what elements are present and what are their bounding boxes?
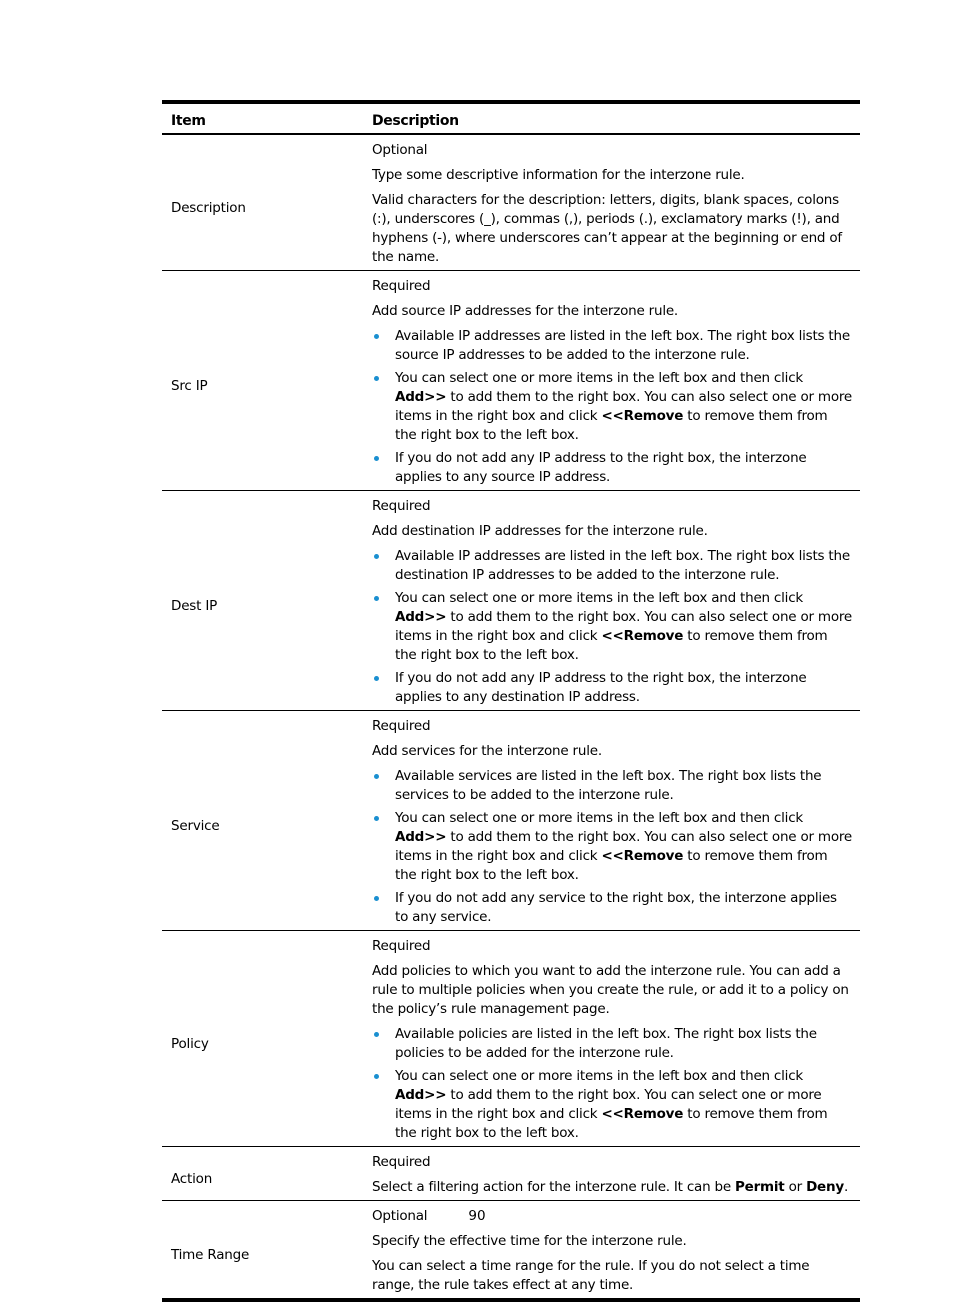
bullet-text: If you do not add any service to the right box, the interzone applies to any service. [395, 890, 837, 925]
add-button-name: Add>> [395, 1087, 447, 1103]
parameter-table [162, 100, 860, 1302]
requirement-text: Required [372, 938, 431, 954]
item-description [363, 711, 860, 931]
bullet-list [372, 547, 852, 707]
description-text: Type some descriptive information for the interzone rule. [372, 167, 745, 183]
item-name: Service [162, 711, 363, 931]
description-text-part: Select a filtering action for the interzone rule. It can be [372, 1179, 735, 1195]
bullet-icon [374, 774, 379, 779]
table-row [162, 134, 860, 271]
bullet-item [372, 449, 852, 487]
bullet-item [372, 327, 852, 365]
header-item: Item [162, 102, 363, 134]
bullet-icon [374, 376, 379, 381]
item-name: Description [162, 134, 363, 271]
item-name: Src IP [162, 271, 363, 491]
description-text-part: or [784, 1179, 807, 1195]
description-text: Add destination IP addresses for the interzone rule. [372, 523, 708, 539]
header-description: Description [363, 102, 860, 134]
bullet-icon [374, 554, 379, 559]
requirement-text: Optional [372, 142, 428, 158]
item-name: Policy [162, 931, 363, 1147]
table-row [162, 711, 860, 931]
description-text: Specify the effective time for the interzone rule. [372, 1233, 687, 1249]
requirement-text: Required [372, 1154, 431, 1170]
item-description [363, 1147, 860, 1201]
item-description [363, 491, 860, 711]
item-description [363, 931, 860, 1147]
bullet-text: to add them to the right box. You can also select one or more items in the right box and click [395, 389, 852, 424]
bullet-item [372, 1067, 852, 1143]
item-name: Dest IP [162, 491, 363, 711]
bullet-text: Available services are listed in the left box. The right box lists the services to be added to the interzone rule. [395, 768, 822, 803]
bullet-item [372, 1025, 852, 1063]
bullet-text: to remove them from the right box to the left box. [395, 1106, 828, 1141]
requirement-text: Optional [372, 1208, 428, 1224]
description-text [372, 1178, 852, 1197]
description-text: Valid characters for the description: letters, digits, blank spaces, colons (:), underscores (_), commas (,), periods (.), exclamatory marks (!), and hyphens (-), where underscores can’t appear at the beginning or end of the name. [372, 192, 842, 265]
bullet-text: You can select one or more items in the left box and then click [395, 370, 803, 386]
description-text: Add policies to which you want to add the interzone rule. You can add a rule to multiple policies when you create the rule, or add it to a policy on the policy’s rule management page. [372, 963, 849, 1017]
bullet-text: to add them to the right box. You can also select one or more items in the right box and click [395, 829, 852, 864]
add-button-name: Add>> [395, 609, 447, 625]
bullet-text: to remove them from the right box to the left box. [395, 408, 828, 443]
table-row [162, 271, 860, 491]
item-description [363, 134, 860, 271]
bullet-item [372, 547, 852, 585]
requirement-text: Required [372, 498, 431, 514]
item-name: Time Range [162, 1201, 363, 1301]
bullet-item [372, 889, 852, 927]
bullet-text: to remove them from the right box to the left box. [395, 628, 828, 663]
item-name: Action [162, 1147, 363, 1201]
bullet-list [372, 767, 852, 927]
bullet-text: You can select one or more items in the left box and then click [395, 810, 803, 826]
table-header-row [162, 102, 860, 134]
remove-button-name: <<Remove [601, 408, 684, 424]
add-button-name: Add>> [395, 829, 447, 845]
item-description [363, 271, 860, 491]
bullet-text: You can select one or more items in the left box and then click [395, 1068, 803, 1084]
permit-keyword: Permit [735, 1179, 785, 1195]
bullet-text: to add them to the right box. You can also select one or more items in the right box and click [395, 609, 852, 644]
add-button-name: Add>> [395, 389, 447, 405]
remove-button-name: <<Remove [601, 1106, 684, 1122]
table-row [162, 491, 860, 711]
bullet-item [372, 809, 852, 885]
description-text: You can select a time range for the rule. If you do not select a time range, the rule takes effect at any time. [372, 1258, 810, 1293]
bullet-item [372, 767, 852, 805]
page-number: 90 [468, 1208, 486, 1224]
bullet-text: Available policies are listed in the left box. The right box lists the policies to be added for the interzone rule. [395, 1026, 817, 1061]
bullet-item [372, 589, 852, 665]
bullet-icon [374, 334, 379, 339]
requirement-text: Required [372, 278, 431, 294]
bullet-text: to add them to the right box. You can select one or more items in the right box and click [395, 1087, 822, 1122]
bullet-text: You can select one or more items in the left box and then click [395, 590, 803, 606]
deny-keyword: Deny [806, 1179, 844, 1195]
description-text: Add source IP addresses for the interzone rule. [372, 303, 679, 319]
bullet-icon [374, 816, 379, 821]
bullet-list [372, 1025, 852, 1143]
bullet-item [372, 669, 852, 707]
table-row [162, 1147, 860, 1201]
bullet-icon [374, 896, 379, 901]
bullet-text: If you do not add any IP address to the right box, the interzone applies to any source IP address. [395, 450, 807, 485]
bullet-icon [374, 676, 379, 681]
remove-button-name: <<Remove [601, 628, 684, 644]
bullet-text: If you do not add any IP address to the right box, the interzone applies to any destination IP address. [395, 670, 807, 705]
bullet-icon [374, 596, 379, 601]
bullet-icon [374, 1074, 379, 1079]
bullet-text: to remove them from the right box to the left box. [395, 848, 828, 883]
requirement-text: Required [372, 718, 431, 734]
description-text-part: . [843, 1179, 849, 1195]
bullet-icon [374, 1032, 379, 1037]
bullet-icon [374, 456, 379, 461]
description-text: Add services for the interzone rule. [372, 743, 602, 759]
table-row [162, 931, 860, 1147]
bullet-text: Available IP addresses are listed in the left box. The right box lists the source IP addresses to be added to the interzone rule. [395, 328, 850, 363]
remove-button-name: <<Remove [601, 848, 684, 864]
bullet-text: Available IP addresses are listed in the left box. The right box lists the destination IP addresses to be added to the interzone rule. [395, 548, 850, 583]
bullet-item [372, 369, 852, 445]
bullet-list [372, 327, 852, 487]
